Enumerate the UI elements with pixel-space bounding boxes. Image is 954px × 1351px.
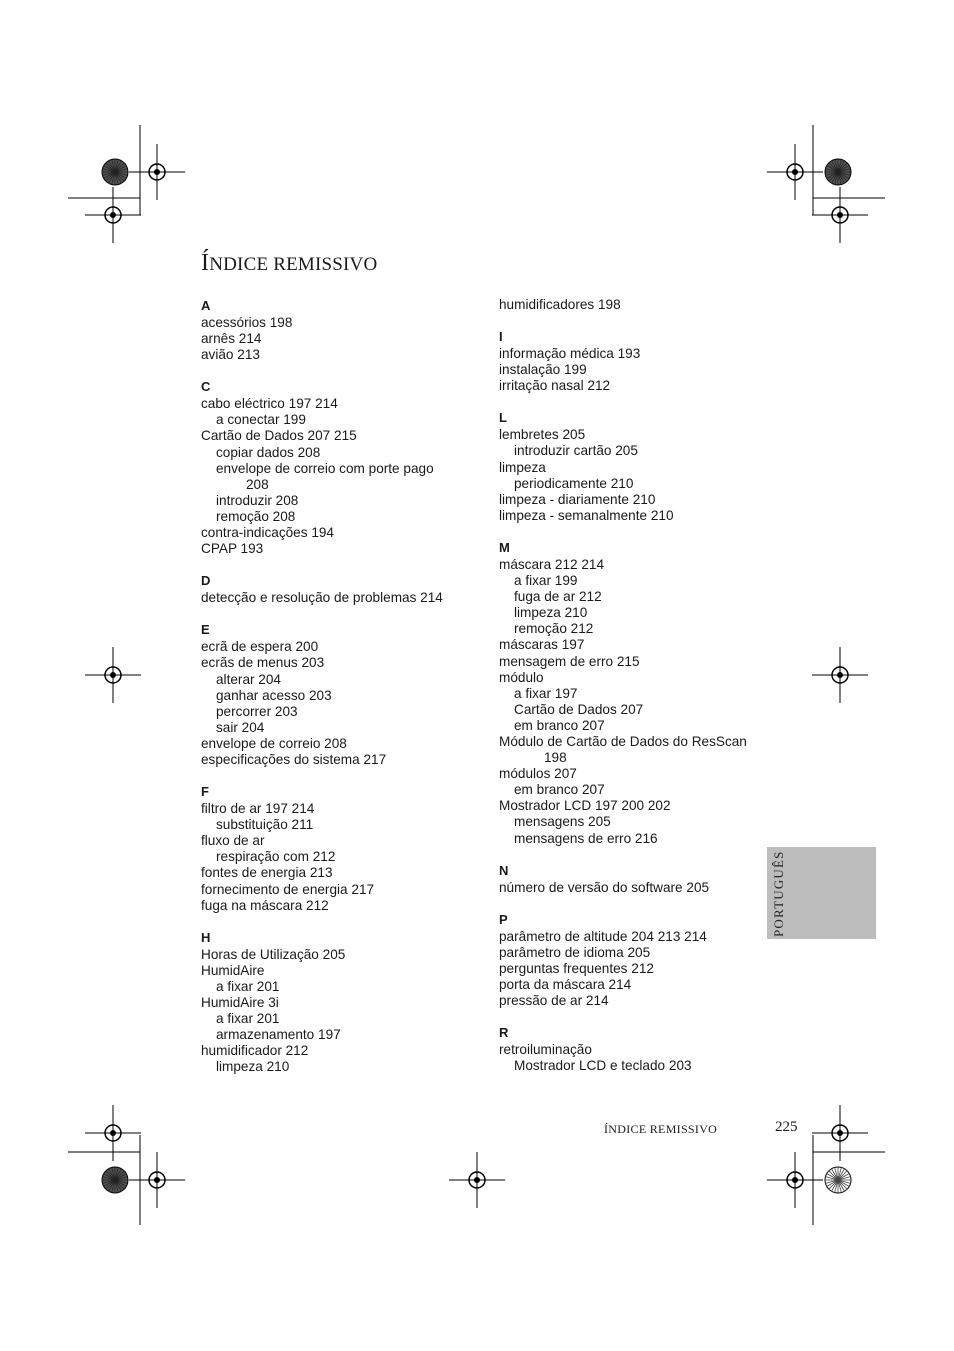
index-entry: copiar dados 208 <box>216 444 321 460</box>
index-entry: máscaras 197 <box>499 637 585 653</box>
index-entry: Mostrador LCD e teclado 203 <box>514 1058 692 1074</box>
registration-crosshair <box>129 144 185 200</box>
index-entry: pressão de ar 214 <box>499 993 609 1009</box>
index-entry: limpeza - semanalmente 210 <box>499 507 674 523</box>
registration-crosshair <box>812 647 868 703</box>
index-entry: introduzir cartão 205 <box>514 443 638 459</box>
index-section-letter: M <box>499 539 510 555</box>
index-entry: informação médica 193 <box>499 346 641 362</box>
registration-starburst <box>825 159 851 185</box>
index-entry: a conectar 199 <box>216 412 306 428</box>
index-entry: Mostrador LCD 197 200 202 <box>499 798 671 814</box>
index-entry: ganhar acesso 203 <box>216 687 332 703</box>
index-section-letter: F <box>201 784 209 800</box>
index-entry: retroiluminação <box>499 1042 592 1058</box>
index-section <box>201 783 471 914</box>
index-entry: parâmetro de idioma 205 <box>499 944 651 960</box>
registration-starburst <box>825 1167 851 1193</box>
index-entry: ecrã de espera 200 <box>201 639 319 655</box>
index-section-letter: A <box>201 298 211 313</box>
index-entry: a fixar 201 <box>216 1011 280 1027</box>
index-entry: CPAP 193 <box>201 541 264 557</box>
index-entry: remoção 208 <box>216 508 296 524</box>
index-entry: módulos 207 <box>499 766 577 782</box>
index-entry: HumidAire 3i <box>201 995 279 1010</box>
index-section <box>201 572 471 606</box>
registration-crosshair <box>129 1152 185 1208</box>
index-section-letter: D <box>201 573 211 589</box>
index-entry: instalação 199 <box>499 362 587 378</box>
index-entry: substituição 211 <box>216 817 314 833</box>
page-title <box>201 250 377 277</box>
index-entry: limpeza <box>499 459 546 475</box>
registration-crosshair <box>449 1152 505 1208</box>
index-entry: 208 <box>246 476 269 492</box>
index-section <box>201 378 471 557</box>
registration-crosshair <box>85 647 141 703</box>
index-entry: periodicamente 210 <box>514 475 634 491</box>
index-entry: cabo eléctrico 197 214 <box>201 396 338 412</box>
index-entry: contra-indicações 194 <box>201 525 334 541</box>
index-entry: respiração com 212 <box>216 849 336 865</box>
index-entry: mensagens de erro 216 <box>514 830 658 846</box>
index-entry: introduzir 208 <box>216 492 299 508</box>
index-entry: em branco 207 <box>514 717 605 733</box>
index-entry: fluxo de ar <box>201 833 265 849</box>
index-entry: limpeza - diariamente 210 <box>499 491 656 507</box>
index-entry: HumidAire <box>201 962 265 978</box>
index-section <box>499 328 759 394</box>
index-entry: em branco 207 <box>514 782 605 798</box>
language-side-tab-label: PORTUGUÊS <box>771 850 786 937</box>
index-entry: limpeza 210 <box>514 605 588 621</box>
index-entry: Módulo de Cartão de Dados do ResScan <box>499 733 747 749</box>
index-entry: avião 213 <box>201 347 260 363</box>
index-entry: limpeza 210 <box>216 1059 290 1075</box>
index-entry: percorrer 203 <box>216 703 298 719</box>
footer-section-title: ÍNDICE REMISSIVO <box>604 1122 718 1136</box>
index-section-letter: P <box>499 911 508 927</box>
registration-crosshair <box>767 1152 823 1208</box>
index-section <box>201 297 471 363</box>
index-section <box>499 297 759 313</box>
index-column-right <box>499 297 759 1089</box>
index-entry: número de versão do software 205 <box>499 879 710 895</box>
index-entry: arnês 214 <box>201 331 262 347</box>
index-entry: módulo <box>499 669 544 685</box>
index-entry: envelope de correio com porte pago <box>216 460 434 476</box>
index-entry: sair 204 <box>216 719 265 735</box>
index-entry: acessórios 198 <box>201 315 293 330</box>
index-section <box>201 929 471 1076</box>
page-title-rest: NDICE REMISSIVO <box>209 254 378 275</box>
index-entry: alterar 204 <box>216 671 281 687</box>
registration-starburst <box>102 159 128 185</box>
index-entry: especificações do sistema 217 <box>201 751 387 767</box>
index-entry: porta da máscara 214 <box>499 977 632 992</box>
registration-crosshair <box>85 1105 141 1161</box>
index-entry: máscara 212 214 <box>499 556 605 572</box>
index-entry: detecção e resolução de problemas 214 <box>201 590 443 606</box>
index-entry: Horas de Utilização 205 <box>201 946 346 962</box>
index-entry: envelope de correio 208 <box>201 735 347 751</box>
registration-starburst <box>102 1167 128 1193</box>
index-entry: a fixar 201 <box>216 978 280 994</box>
index-section-letter: L <box>499 410 507 426</box>
index-entry: perguntas frequentes 212 <box>499 960 654 976</box>
index-entry: a fixar 199 <box>514 573 578 589</box>
registration-crosshair <box>812 187 868 243</box>
index-entry: fuga na máscara 212 <box>201 897 329 913</box>
index-entry: armazenamento 197 <box>216 1027 341 1043</box>
index-entry: Cartão de Dados 207 <box>514 701 644 717</box>
index-column-left <box>201 297 471 1090</box>
index-entry: remoção 212 <box>514 621 594 637</box>
index-entry: mensagem de erro 215 <box>499 653 640 669</box>
registration-crosshair <box>812 1105 868 1161</box>
index-section-letter: N <box>499 862 509 878</box>
index-entry: fontes de energia 213 <box>201 865 333 881</box>
index-entry: a fixar 197 <box>514 685 578 701</box>
index-section <box>499 1024 759 1074</box>
index-section-letter: E <box>201 622 210 638</box>
footer-page-number: 225 <box>775 1119 798 1135</box>
index-section <box>499 539 759 847</box>
index-section <box>499 409 759 524</box>
index-section <box>201 621 471 768</box>
index-entry: lembretes 205 <box>499 427 586 443</box>
index-section-letter: I <box>499 329 503 345</box>
index-entry: filtro de ar 197 214 <box>201 801 315 817</box>
page-title-initial: Í <box>201 250 210 276</box>
index-entry: Cartão de Dados 207 215 <box>201 428 357 444</box>
index-entry: mensagens 205 <box>514 814 611 830</box>
index-entry: fornecimento de energia 217 <box>201 881 375 897</box>
index-section-letter: C <box>201 379 211 395</box>
index-entry: 198 <box>544 750 567 766</box>
index-section-letter: H <box>201 929 211 945</box>
registration-crosshair <box>767 144 823 200</box>
index-entry: ecrãs de menus 203 <box>201 655 325 671</box>
registration-crosshair <box>85 187 141 243</box>
index-entry: humidificador 212 <box>201 1043 309 1059</box>
index-entry: parâmetro de altitude 204 213 214 <box>499 928 707 944</box>
index-section <box>499 911 759 1009</box>
index-section <box>499 862 759 896</box>
index-entry: humidificadores 198 <box>499 297 621 312</box>
index-section-letter: R <box>499 1025 509 1041</box>
index-entry: irritação nasal 212 <box>499 378 611 394</box>
index-entry: fuga de ar 212 <box>514 589 602 605</box>
